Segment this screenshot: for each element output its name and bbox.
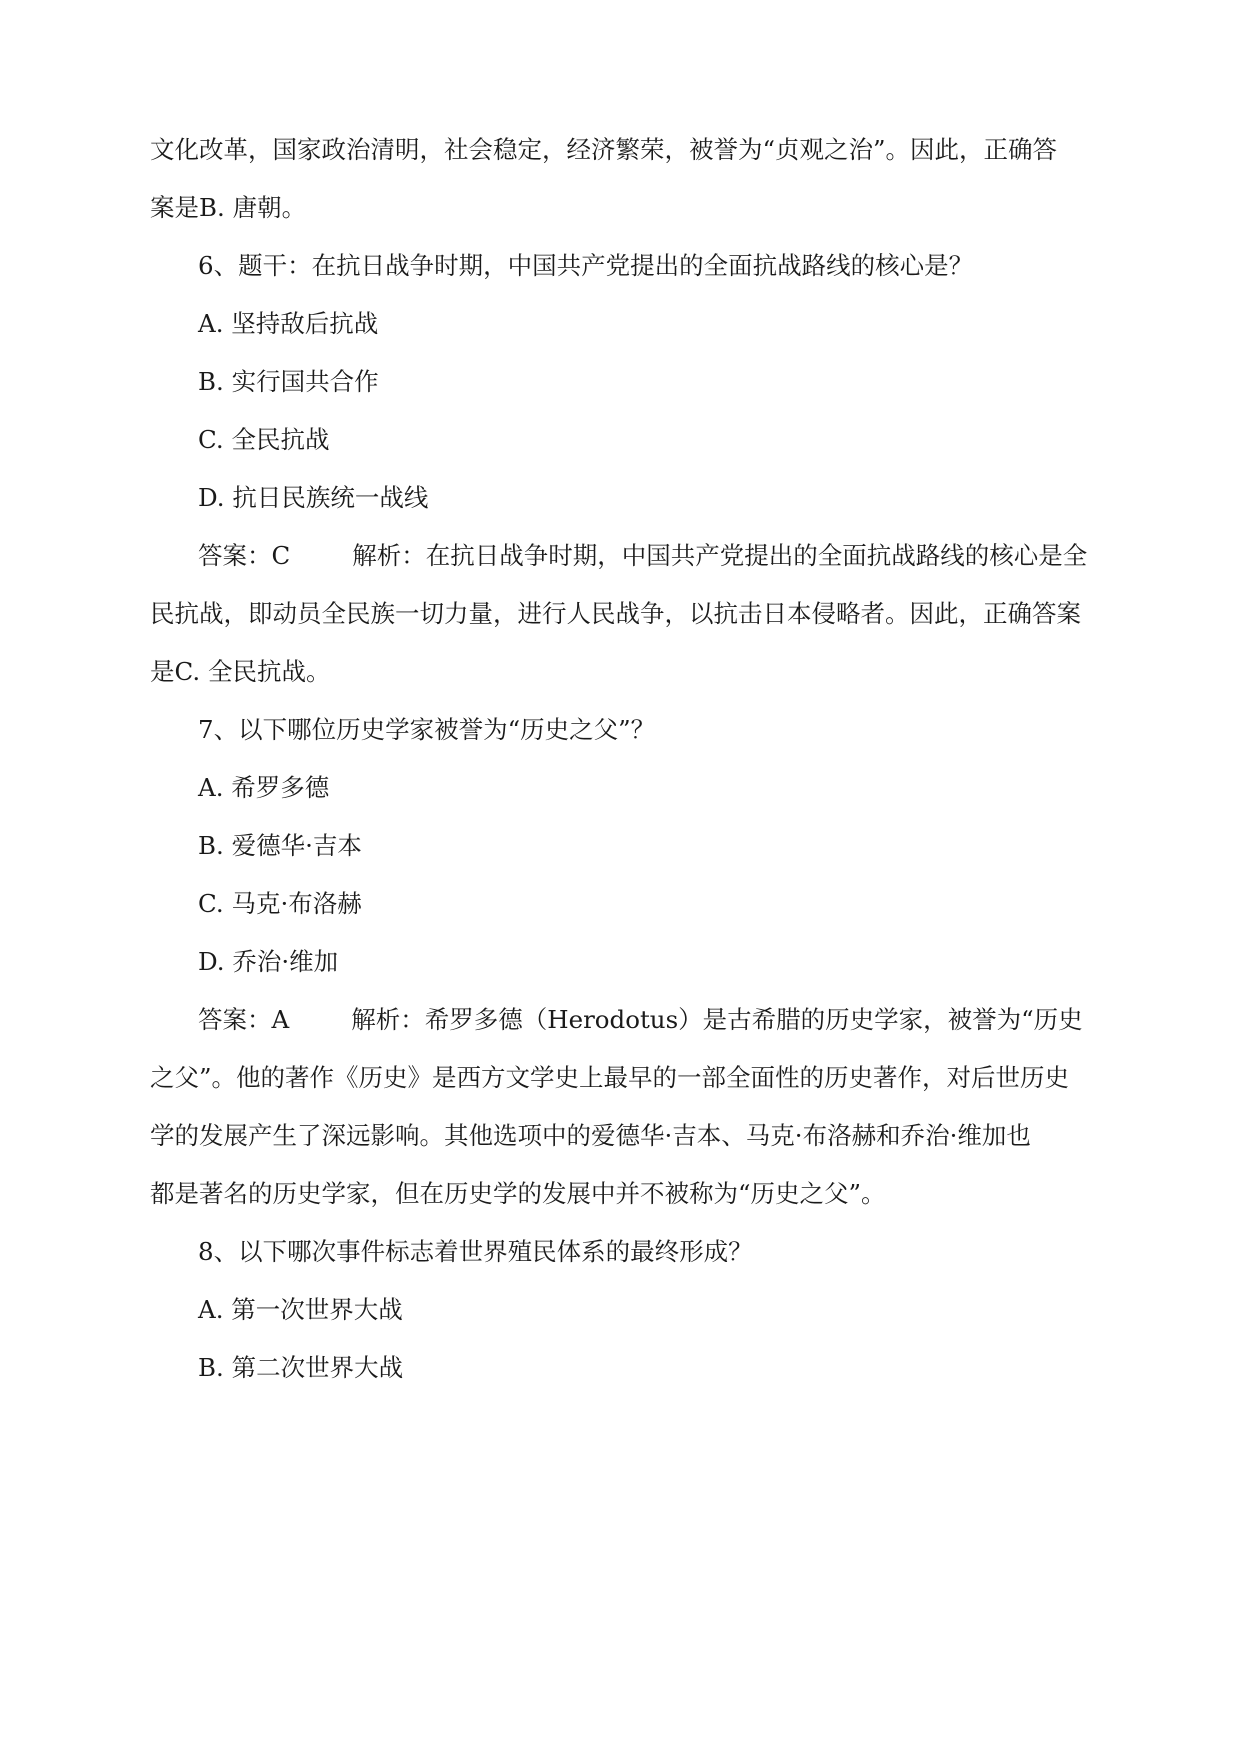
q7-answer: 答案：A [198,1005,290,1034]
q6-answer: 答案：C [198,541,291,570]
q6-question: 6、题干：在抗日战争时期，中国共产党提出的全面抗战路线的核心是？ [198,251,974,280]
q7-analysis-line-3: 学的发展产生了深远影响。其他选项中的爱德华·吉本、马克·布洛赫和乔治·维加也 [150,1121,1031,1150]
q7-answer-line [198,1005,1083,1035]
q6-analysis-line-2: 民抗战，即动员全民族一切力量，进行人民战争，以抗击日本侵略者。因此，正确答案 [150,599,1081,628]
q7-option-c: C. 马克·布洛赫 [198,889,362,918]
q7-analysis-line-4: 都是著名的历史学家，但在历史学的发展中并不被称为“历史之父”。 [150,1179,886,1208]
q6-answer-line [198,541,1087,571]
q6-analysis-line-1: 解析：在抗日战争时期，中国共产党提出的全面抗战路线的核心是全 [352,541,1088,570]
q7-analysis-line-2: 之父”。他的著作《历史》是西方文学史上最早的一部全面性的历史著作，对后世历史 [150,1063,1070,1092]
q8-option-a: A. 第一次世界大战 [198,1295,403,1324]
q5-explanation-line-2: 案是B. 唐朝。 [150,193,307,222]
q7-option-d: D. 乔治·维加 [198,947,339,976]
q5-explanation-line-1: 文化改革，国家政治清明，社会稳定，经济繁荣，被誉为“贞观之治”。因此，正确答 [150,135,1058,164]
q7-option-a: A. 希罗多德 [198,773,330,802]
q6-analysis-line-3: 是C. 全民抗战。 [150,657,331,686]
q6-option-c: C. 全民抗战 [198,425,330,454]
q7-analysis-line-1: 解析：希罗多德（Herodotus）是古希腊的历史学家，被誉为“历史 [351,1005,1083,1034]
q7-option-b: B. 爱德华·吉本 [198,831,362,860]
q7-question: 7、以下哪位历史学家被誉为“历史之父”？ [198,715,656,744]
q8-option-b: B. 第二次世界大战 [198,1353,404,1382]
q6-option-d: D. 抗日民族统一战线 [198,483,429,512]
q8-question: 8、以下哪次事件标志着世界殖民体系的最终形成？ [198,1237,753,1266]
q6-option-b: B. 实行国共合作 [198,367,379,396]
q6-option-a: A. 坚持敌后抗战 [198,309,379,338]
